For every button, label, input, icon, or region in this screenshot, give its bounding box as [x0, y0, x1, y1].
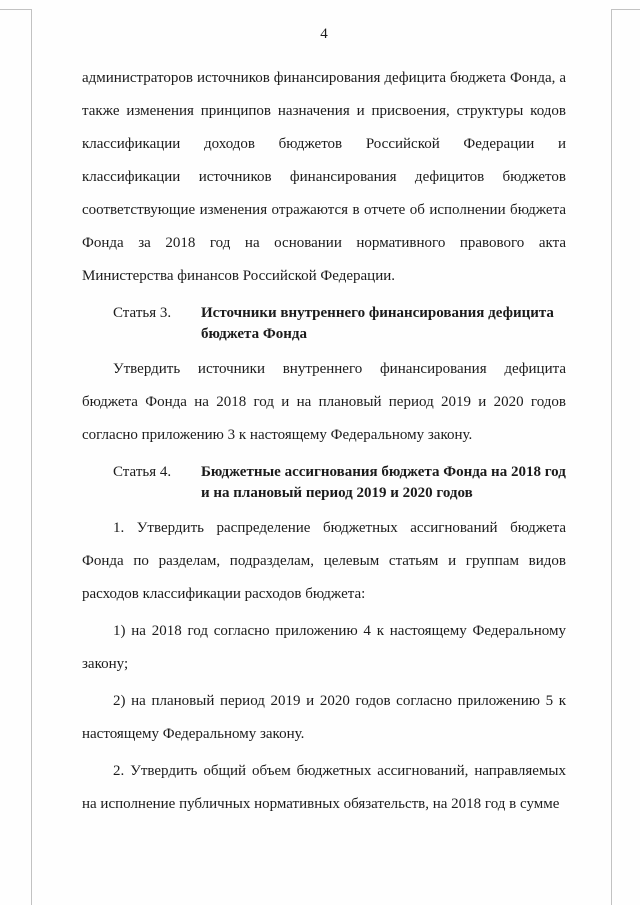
article-3-heading [113, 303, 566, 345]
page-number: 4 [320, 26, 328, 42]
article-4-item-1-subitem-1: 1) на 2018 год согласно приложению 4 к настоящему Федеральному закону; [82, 623, 566, 672]
page-edge-right [611, 9, 612, 905]
article-4-title: Бюджетные ассигнования бюджета Фонда на 2018 год и на плановый период 2019 и 2020 годов [201, 464, 566, 501]
article-4-item-1-paragraph: 1. Утвердить распределение бюджетных ассигнований бюджета Фонда по разделам, подразделам, целевым статьям и группам видов расходов классификации расходов бюджета: [82, 520, 566, 602]
paragraph-continuation: администраторов источников финансирования дефицита бюджета Фонда, а также изменения принципов назначения и присвоения, структуры кодов классификации доходов бюджетов Российской Федерации и классификации источников финансирования дефицитов бюджетов соответствующие изменения отражаются в отчете об исполнении бюджета Фонда за 2018 год на основании нормативного правового акта Министерства финансов Российской Федерации. [82, 70, 566, 284]
article-3-body-paragraph: Утвердить источники внутреннего финансирования дефицита бюджета Фонда на 2018 год и на плановый период 2019 и 2020 годов согласно приложению 3 к настоящему Федеральному закону. [82, 361, 566, 443]
page-edge-left [31, 9, 32, 905]
article-4-item-1-subitem-2: 2) на плановый период 2019 и 2020 годов согласно приложению 5 к настоящему Федеральному закону. [82, 693, 566, 742]
article-4-heading [113, 462, 566, 504]
article-3-title: Источники внутреннего финансирования дефицита бюджета Фонда [201, 305, 554, 342]
article-4-item-2-paragraph: 2. Утвердить общий объем бюджетных ассигнований, направляемых на исполнение публичных нормативных обязательств, на 2018 год в сумме [82, 763, 566, 812]
article-4-label: Статья 4. [113, 464, 172, 480]
document-page-content [82, 24, 566, 825]
article-3-label: Статья 3. [113, 305, 172, 321]
page-edge-top-right [611, 9, 640, 10]
page-edge-top-left [0, 9, 31, 10]
